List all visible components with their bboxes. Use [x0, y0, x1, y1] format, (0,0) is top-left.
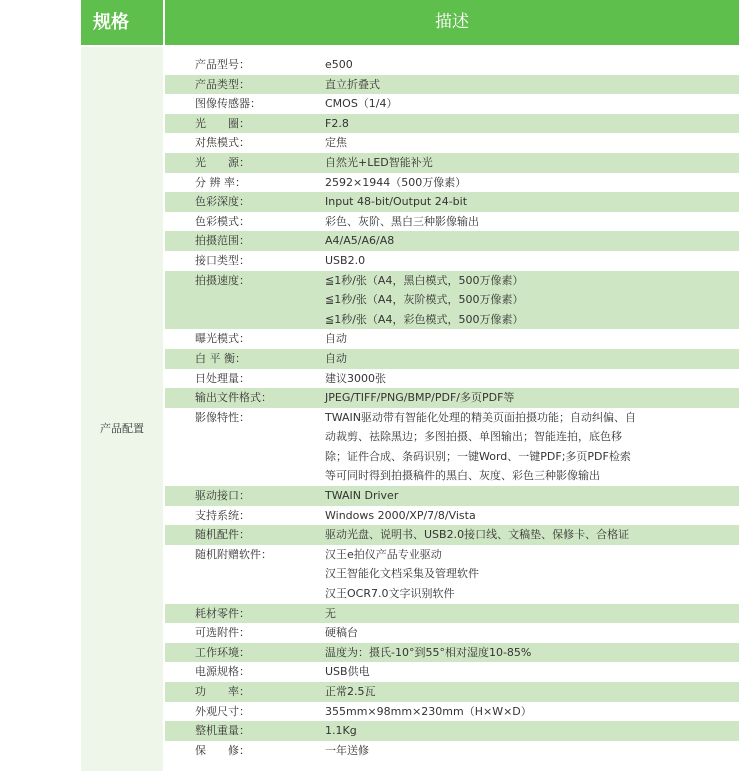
- spec-row: [165, 55, 739, 75]
- spec-value-line: e500: [325, 58, 353, 71]
- spec-label: 产品型号：: [195, 58, 250, 71]
- spec-value: [325, 643, 737, 663]
- spec-row: [165, 623, 739, 643]
- spec-value: [325, 251, 737, 271]
- spec-label: 对焦模式：: [195, 136, 250, 150]
- spec-value-line: 动裁剪、祛除黑边；多图拍摄、单图输出；智能连拍，底色移: [325, 430, 622, 444]
- spec-row: [165, 173, 739, 193]
- spec-value: [325, 682, 737, 702]
- spec-row: [165, 643, 739, 663]
- section-cell: [81, 47, 163, 771]
- spec-value-line: 温度为：摄氏-10°到55°相对湿度10-85%: [325, 645, 532, 659]
- spec-value-line: F2.8: [325, 116, 349, 130]
- spec-row: [165, 212, 739, 232]
- spec-value-line: USB供电: [325, 665, 370, 679]
- spec-value-line: USB2.0: [325, 253, 366, 267]
- spec-value-line: 汉王OCR7.0文字识别软件: [325, 587, 455, 601]
- spec-value: [325, 153, 737, 173]
- spec-label: 光 圈：: [195, 116, 250, 130]
- spec-value-line: JPEG/TIFF/PNG/BMP/PDF/多页PDF等: [325, 391, 515, 405]
- spec-value: [325, 114, 737, 134]
- spec-label: 产品类型：: [195, 77, 250, 91]
- spec-value: [325, 388, 737, 408]
- spec-label: 曝光模式：: [195, 332, 250, 346]
- spec-label: 分 辨 率：: [195, 175, 246, 189]
- spec-row: [165, 388, 739, 408]
- spec-value: [325, 506, 737, 526]
- spec-value: [325, 408, 737, 486]
- spec-value-line: 定焦: [325, 136, 347, 150]
- spec-value: [325, 741, 737, 761]
- spec-row: [165, 369, 739, 389]
- spec-label: 电源规格：: [195, 665, 250, 679]
- spec-value-line: Windows 2000/XP/7/8/Vista: [325, 508, 476, 522]
- spec-value: [325, 662, 737, 682]
- spec-value: [325, 75, 737, 95]
- spec-value-line: 无: [325, 606, 336, 620]
- table-header: [81, 0, 739, 45]
- spec-value-line: 建议3000张: [325, 371, 386, 385]
- spec-label: 输出文件格式：: [195, 391, 272, 405]
- spec-label: 白 平 衡：: [195, 351, 246, 365]
- spec-value: [325, 271, 737, 330]
- spec-value: [325, 173, 737, 193]
- spec-row: [165, 271, 739, 330]
- spec-label: 保 修：: [195, 743, 250, 757]
- spec-row: [165, 349, 739, 369]
- spec-value: [325, 702, 737, 722]
- spec-row: [165, 506, 739, 526]
- spec-value-line: CMOS（1/4）: [325, 97, 398, 111]
- spec-value: [325, 486, 737, 506]
- spec-row: [165, 702, 739, 722]
- spec-row: [165, 192, 739, 212]
- spec-value-line: 直立折叠式: [325, 77, 380, 91]
- spec-value-line: ≦1秒/张（A4，彩色模式，500万像素）: [325, 312, 524, 326]
- spec-label: 整机重量：: [195, 724, 250, 738]
- spec-row: [165, 545, 739, 604]
- spec-value-line: 1.1Kg: [325, 724, 357, 738]
- spec-value-line: 自然光+LED智能补光: [325, 155, 433, 169]
- spec-label: 支持系统：: [195, 508, 250, 522]
- spec-row: [165, 721, 739, 741]
- spec-label: 色彩模式：: [195, 214, 250, 228]
- spec-value: [325, 133, 737, 153]
- spec-value: [325, 329, 737, 349]
- spec-value-line: Input 48-bit/Output 24-bit: [325, 195, 468, 209]
- spec-value-line: 等可同时得到拍摄稿件的黑白、灰度、彩色三种影像输出: [325, 469, 600, 483]
- spec-value: [325, 55, 737, 75]
- spec-label: 拍摄范围：: [195, 234, 250, 248]
- spec-value-line: 除；证件合成、条码识别；一键Word、一键PDF;多页PDF检索: [325, 449, 631, 463]
- spec-label: 功 率：: [195, 685, 250, 699]
- spec-label: 接口类型：: [195, 253, 250, 267]
- spec-value: [325, 349, 737, 369]
- spec-value: [325, 525, 737, 545]
- spec-label: 拍摄速度：: [195, 273, 250, 287]
- spec-label: 随机配件：: [195, 528, 250, 542]
- spec-value-line: 自动: [325, 351, 347, 365]
- spec-row: [165, 741, 739, 761]
- spec-row: [165, 251, 739, 271]
- spec-value-line: 汉王e拍仪产品专业驱动: [325, 547, 442, 561]
- spec-label: 耗材零件：: [195, 606, 250, 620]
- spec-row: [165, 75, 739, 95]
- spec-value: [325, 545, 737, 604]
- spec-row: [165, 153, 739, 173]
- spec-value-line: 硬稿台: [325, 626, 358, 640]
- section-label: 产品配置: [100, 422, 144, 435]
- spec-value-line: 正常2.5瓦: [325, 685, 376, 699]
- spec-value-line: 自动: [325, 332, 347, 346]
- spec-label: 日处理量：: [195, 371, 250, 385]
- spec-label: 随机附赠软件：: [195, 547, 272, 561]
- spec-label: 驱动接口：: [195, 489, 250, 503]
- spec-row: [165, 133, 739, 153]
- spec-label: 影像特性：: [195, 410, 250, 424]
- spec-label: 可选附件：: [195, 626, 250, 640]
- spec-row: [165, 408, 739, 486]
- spec-row: [165, 329, 739, 349]
- spec-label: 色彩深度：: [195, 195, 250, 209]
- spec-value: [325, 604, 737, 624]
- spec-value: [325, 231, 737, 251]
- spec-value-line: 彩色、灰阶、黑白三种影像输出: [325, 214, 479, 228]
- spec-table: [81, 0, 739, 771]
- spec-value: [325, 623, 737, 643]
- spec-value-line: ≦1秒/张（A4，黑白模式，500万像素）: [325, 273, 524, 287]
- spec-value-line: 355mm×98mm×230mm（H×W×D）: [325, 704, 532, 718]
- spec-value-line: A4/A5/A6/A8: [325, 234, 395, 248]
- spec-label: 光 源：: [195, 155, 250, 169]
- header-spec-label: 规格: [93, 12, 129, 33]
- spec-value: [325, 192, 737, 212]
- spec-value: [325, 94, 737, 114]
- spec-label: 外观尺寸：: [195, 704, 250, 718]
- spec-row: [165, 682, 739, 702]
- spec-row: [165, 94, 739, 114]
- spec-value-line: 汉王智能化文档采集及管理软件: [325, 567, 479, 581]
- spec-value-line: 驱动光盘、说明书、USB2.0接口线、文稿垫、保修卡、合格证: [325, 528, 630, 542]
- spec-row: [165, 486, 739, 506]
- spec-rows: [165, 55, 739, 760]
- spec-value: [325, 369, 737, 389]
- header-description-label: 描述: [435, 12, 469, 32]
- spec-value-line: TWAIN Driver: [325, 489, 399, 503]
- spec-value: [325, 721, 737, 741]
- spec-value: [325, 212, 737, 232]
- spec-value-line: 一年送修: [325, 743, 369, 757]
- spec-value-line: TWAIN驱动带有智能化处理的精美页面拍摄功能；自动纠偏、自: [325, 410, 636, 424]
- spec-row: [165, 114, 739, 134]
- spec-row: [165, 525, 739, 545]
- spec-label: 工作环境：: [195, 645, 250, 659]
- spec-label: 图像传感器：: [195, 97, 261, 111]
- spec-value-line: 2592×1944（500万像素）: [325, 175, 467, 189]
- spec-value-line: ≦1秒/张（A4，灰阶模式，500万像素）: [325, 293, 524, 307]
- spec-row: [165, 662, 739, 682]
- spec-row: [165, 604, 739, 624]
- spec-row: [165, 231, 739, 251]
